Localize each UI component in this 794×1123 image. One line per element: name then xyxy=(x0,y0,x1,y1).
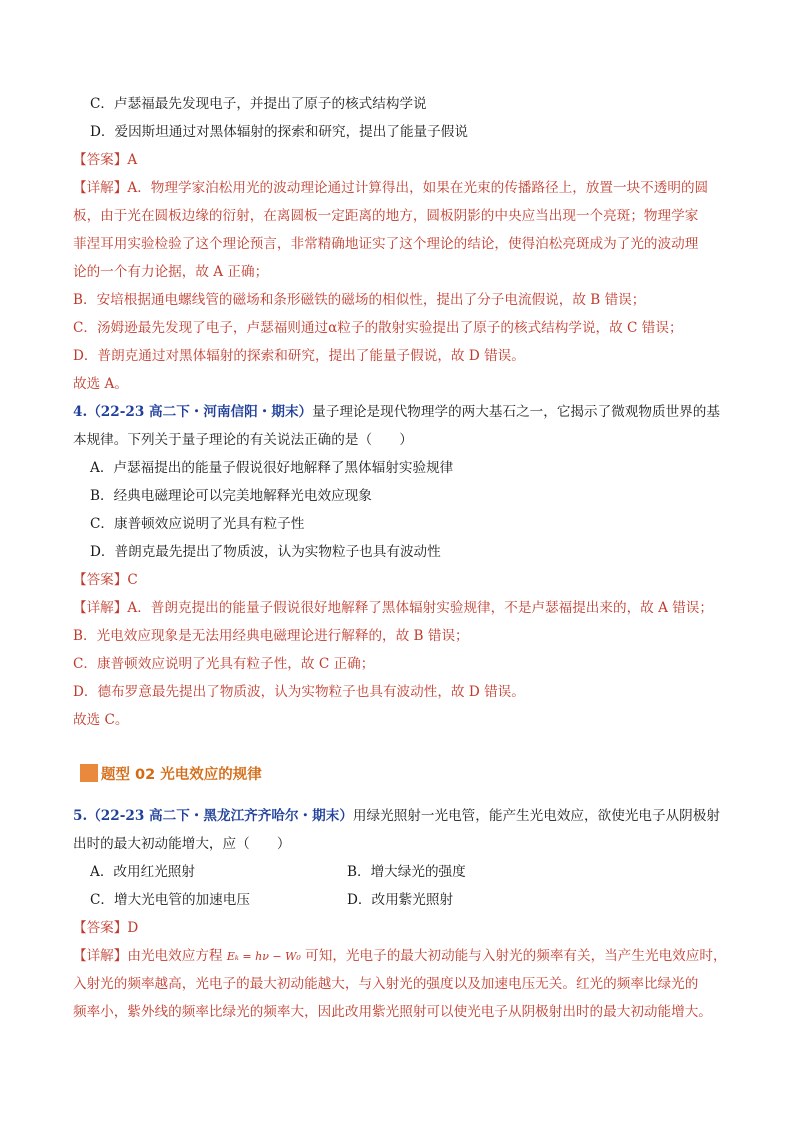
q5-stem-line-2: 出时的最大初动能增大，应（ ） xyxy=(73,836,291,852)
q5-option-a: A．改用红光照射 xyxy=(90,864,195,880)
detail-text: A．普朗克提出的能量子假说很好地解释了黑体辐射实验规律，不是卢瑟福提出来的，故 A 错误； xyxy=(127,600,713,616)
photoelectric-formula: Eₖ = hν − W₀ xyxy=(226,950,301,963)
answer-value: D xyxy=(127,920,139,936)
q3-option-c: C．卢瑟福最先发现电子，并提出了原子的核式结构学说 xyxy=(90,96,427,112)
detail-tag: 【详解】 xyxy=(73,180,128,196)
q4-answer xyxy=(73,570,138,590)
detail-text-post: 可知，光电子的最大初动能与入射光的频率有关，当产生光电效应时， xyxy=(305,948,727,964)
q4-detail-b: B．光电效应现象是无法用经典电磁理论进行解释的，故 B 错误； xyxy=(73,628,469,644)
q5-option-c: C．增大光电管的加速电压 xyxy=(90,892,250,908)
q3-detail-c: C．汤姆逊最先发现了电子，卢瑟福则通过α粒子的散射实验提出了原子的核式结构学说，故 C 错误； xyxy=(73,320,683,336)
answer-tag: 【答案】 xyxy=(73,152,128,168)
q4-stem-line-1 xyxy=(73,402,720,422)
answer-value: A xyxy=(127,152,138,168)
question-number: 4. xyxy=(73,404,88,420)
question-source: （22-23 高二下・黑龙江齐齐哈尔・期末） xyxy=(87,808,353,824)
detail-text: A．物理学家泊松用光的波动理论通过计算得出，如果在光束的传播路径上，放置一块不透明的圆 xyxy=(127,180,709,196)
detail-tag: 【详解】 xyxy=(73,600,128,616)
answer-tag: 【答案】 xyxy=(73,572,128,588)
question-stem: 用绿光照射一光电管，能产生光电效应，欲使光电子从阴极射 xyxy=(352,808,720,824)
q4-option-b: B．经典电磁理论可以完美地解释光电效应现象 xyxy=(90,488,372,504)
q3-detail-line-1 xyxy=(73,178,708,198)
answer-tag: 【答案】 xyxy=(73,920,128,936)
q4-option-d: D．普朗克最先提出了物质波，认为实物粒子也具有波动性 xyxy=(90,544,441,560)
q3-detail-line-2: 板，由于光在圆板边缘的衍射，在离圆板一定距离的地方，圆板阴影的中央应当出现一个亮斑；物理学家 xyxy=(73,208,699,224)
q4-stem-line-2: 本规律。下列关于量子理论的有关说法正确的是（ ） xyxy=(73,432,413,448)
q3-option-d: D．爱因斯坦通过对黑体辐射的探索和研究，提出了能量子假说 xyxy=(90,124,468,140)
detail-tag: 【详解】 xyxy=(73,948,128,964)
section-marker-icon xyxy=(80,764,98,782)
question-stem: 量子理论是现代物理学的两大基石之一，它揭示了微观物质世界的基 xyxy=(312,404,720,420)
q3-detail-line-3: 菲涅耳用实验检验了这个理论预言，非常精确地证实了这个理论的结论，使得泊松亮斑成为了光的波动理 xyxy=(73,236,699,252)
q5-stem-line-1 xyxy=(73,806,720,826)
answer-value: C xyxy=(127,572,138,588)
q4-detail-d: D．德布罗意最先提出了物质波，认为实物粒子也具有波动性，故 D 错误。 xyxy=(73,684,525,700)
question-number: 5. xyxy=(73,808,88,824)
q3-detail-line-4: 论的一个有力论据，故 A 正确； xyxy=(73,264,269,280)
q5-option-b: B．增大绿光的强度 xyxy=(347,864,466,880)
section-title: 题型 02 光电效应的规律 xyxy=(101,766,262,783)
q5-detail-line-3: 频率小，紫外线的频率比绿光的频率大，因此改用紫光照射可以使光电子从阴极射出时的最大初动能增大。 xyxy=(73,1004,712,1020)
q3-conclusion: 故选 A。 xyxy=(73,376,128,392)
section-heading xyxy=(80,760,262,786)
q4-conclusion: 故选 C。 xyxy=(73,712,129,728)
q4-detail-a xyxy=(73,598,713,618)
q3-detail-b: B．安培根据通电螺线管的磁场和条形磁铁的磁场的相似性，提出了分子电流假说，故 B 错误； xyxy=(73,292,646,308)
q5-answer xyxy=(73,918,138,938)
q3-answer xyxy=(73,150,137,170)
q3-detail-d: D．普朗克通过对黑体辐射的探索和研究，提出了能量子假说，故 D 错误。 xyxy=(73,348,525,364)
q4-detail-c: C．康普顿效应说明了光具有粒子性，故 C 正确； xyxy=(73,656,375,672)
q5-option-d: D．改用紫光照射 xyxy=(347,892,454,908)
detail-text-pre: 由光电效应方程 xyxy=(127,948,223,964)
question-source: （22-23 高二下・河南信阳・期末） xyxy=(87,404,313,420)
q4-option-a: A．卢瑟福提出的能量子假说很好地解释了黑体辐射实验规律 xyxy=(90,460,454,476)
q5-detail-line-2: 入射光的频率越高，光电子的最大初动能越大，与入射光的强度以及加速电压无关。红光的频率比绿光的 xyxy=(73,976,699,992)
q4-option-c: C．康普顿效应说明了光具有粒子性 xyxy=(90,516,305,532)
q5-detail-line-1 xyxy=(73,946,727,967)
